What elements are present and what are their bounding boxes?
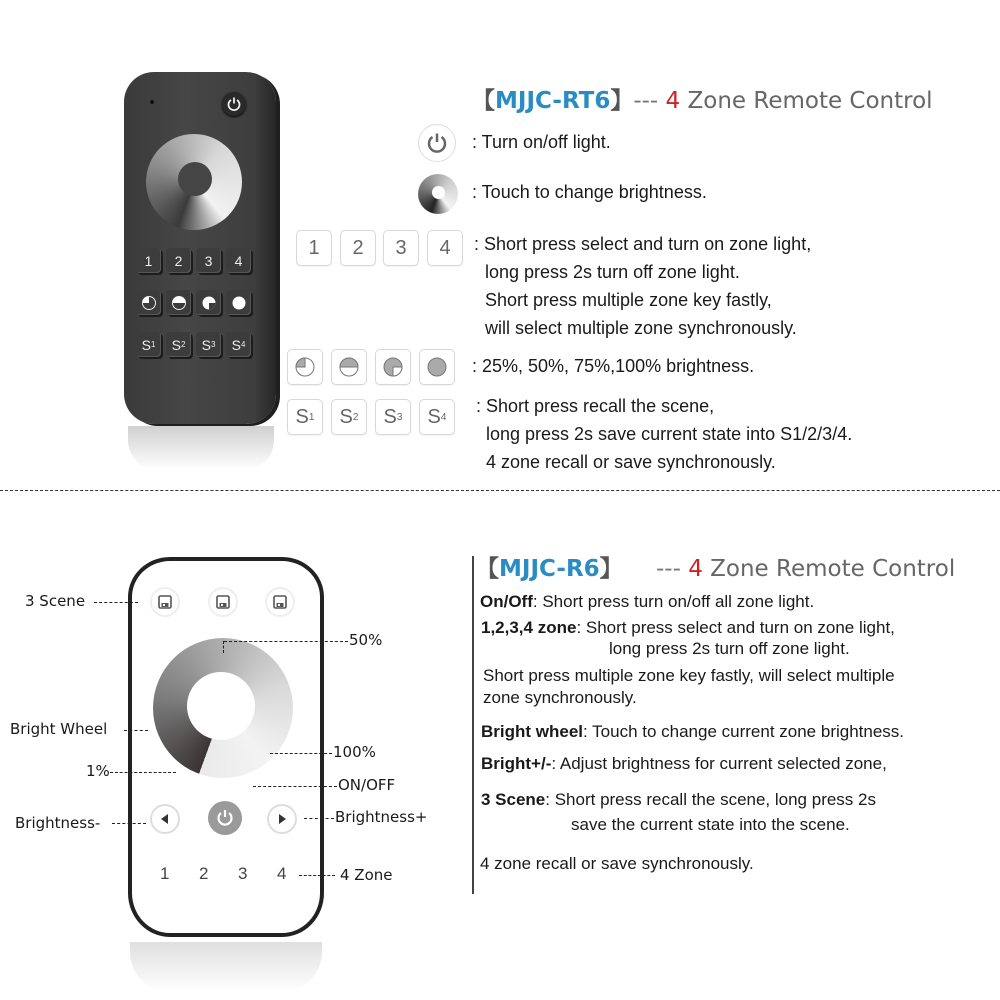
power-desc: : Turn on/off light. [472, 132, 611, 152]
zone-number-2: 2 [199, 864, 209, 883]
brightness-minus-icon [150, 804, 180, 834]
brightness-50-icon [166, 290, 191, 315]
leader-line [299, 875, 335, 876]
leader-line [112, 823, 146, 824]
model-name: MJJC-RT6 [495, 88, 611, 114]
indicator-led [150, 100, 154, 104]
leader-line [270, 753, 332, 754]
scene-desc-2: save the current state into the scene. [571, 815, 850, 834]
brightness-100-key-icon [419, 349, 455, 385]
scene-key-icon-1: S 1 [287, 399, 323, 435]
callout-50-percent: 50% [349, 631, 383, 649]
callout-on-off: ON/OFF [338, 776, 396, 794]
zone-key-4: 4 [226, 248, 251, 273]
remote-reflection [130, 942, 322, 992]
leader-line [110, 772, 176, 773]
leader-line [94, 602, 138, 603]
callout-brightness-plus: Brightness+ [335, 808, 428, 826]
callout-bright-wheel: Bright Wheel [10, 720, 108, 738]
brightness-wheel-icon [146, 134, 242, 230]
zone-key-icon-4: 4 [427, 230, 463, 266]
zone-key-icon-1: 1 [296, 230, 332, 266]
scene-save-icon-3 [265, 587, 295, 617]
brightness-desc: : 25%, 50%, 75%,100% brightness. [472, 356, 755, 376]
scene-key-3: S 3 [196, 332, 221, 357]
zone-key-icon-2: 2 [340, 230, 376, 266]
model-name: MJJC-R6 [499, 556, 600, 582]
zone-number-4: 4 [277, 864, 287, 883]
remote-reflection [128, 426, 274, 470]
zone-desc: 1,2,3,4 zone: Short press select and turn on zone light, [481, 618, 895, 637]
scene-save-icon-1 [150, 587, 180, 617]
zone-desc-2: long press 2s turn off zone light. [609, 639, 850, 658]
power-button-icon [418, 124, 456, 162]
scene-key-icon-2: S 2 [331, 399, 367, 435]
callout-3-scene: 3 Scene [25, 592, 86, 610]
rt6-title: 【MJJC-RT6】--- 4 Zone Remote Control [472, 88, 933, 114]
callout-brightness-minus: Brightness- [15, 814, 101, 832]
leader-line [124, 730, 148, 731]
zones-desc: : Short press select and turn on zone light, long press 2s turn off zone light. Short press multiple zone key fastly, will select multiple zone synchronously. [474, 234, 812, 338]
zone-number-3: 3 [238, 864, 248, 883]
scenes-desc: : Short press recall the scene, long press 2s save current state into S1/2/3/4. 4 zone recall or save synchronously. [476, 396, 853, 472]
section-divider [0, 490, 1000, 491]
rt6-remote-image [124, 72, 276, 424]
bright-wheel-icon [153, 638, 293, 778]
onoff-desc: On/Off: Short press turn on/off all zone light. [480, 592, 815, 611]
brightness-75-icon [196, 290, 221, 315]
recall-desc: 4 zone recall or save synchronously. [480, 854, 754, 873]
leader-line [224, 641, 348, 642]
brightness-50-key-icon [331, 349, 367, 385]
scene-key-1: S 1 [136, 332, 161, 357]
brightness-100-icon [226, 290, 251, 315]
leader-line [223, 641, 224, 653]
zone-key-icon-3: 3 [383, 230, 419, 266]
bright-desc: Bright+/-: Adjust brightness for current selected zone, [481, 754, 887, 773]
brightness-75-key-icon [375, 349, 411, 385]
multi-desc-2: zone synchronously. [483, 688, 637, 707]
brightness-plus-icon [267, 804, 297, 834]
zone-key-1: 1 [136, 248, 161, 273]
scene-key-icon-3: S 3 [375, 399, 411, 435]
wheel-desc: Bright wheel: Touch to change current zone brightness. [481, 722, 905, 741]
scene-key-icon-4: S 4 [419, 399, 455, 435]
on-off-icon [208, 801, 242, 835]
callout-1-percent: 1% [86, 762, 110, 780]
callout-4-zone: 4 Zone [340, 866, 393, 884]
scene-save-icon-2 [208, 587, 238, 617]
zone-key-3: 3 [196, 248, 221, 273]
callout-100-percent: 100% [333, 743, 376, 761]
leader-line [253, 786, 337, 787]
r6-title: 【MJJC-R6】 --- 4 Zone Remote Control [476, 556, 956, 582]
zone-number-1: 1 [160, 864, 170, 883]
power-icon [222, 92, 246, 116]
zone-count: 4 [688, 556, 703, 582]
wheel-desc: : Touch to change brightness. [472, 182, 707, 202]
scene-key-4: S 4 [226, 332, 251, 357]
scene-key-2: S 2 [166, 332, 191, 357]
zone-key-2: 2 [166, 248, 191, 273]
brightness-25-icon [136, 290, 161, 315]
brightness-25-key-icon [287, 349, 323, 385]
multi-desc-1: Short press multiple zone key fastly, will select multiple [483, 666, 895, 685]
scene-desc: 3 Scene: Short press recall the scene, long press 2s [481, 790, 876, 809]
leader-line [304, 818, 334, 819]
section-bar [472, 556, 474, 894]
brightness-wheel-icon [418, 174, 458, 214]
zone-count: 4 [665, 88, 681, 114]
